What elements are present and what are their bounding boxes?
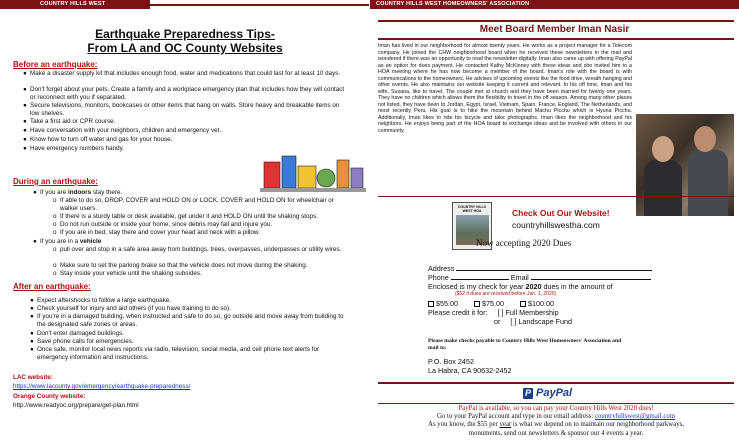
amount-55-checkbox[interactable] — [428, 301, 434, 307]
member-photo — [636, 114, 734, 216]
oc-label: Orange County website: — [13, 393, 86, 400]
after-item-5: ● Save phone calls for emergencies. — [30, 338, 134, 345]
paypal-line-3: As you know, the $55 per year is what we depend on to maintain our neighborhood parkways, — [428, 421, 684, 429]
header-bar: COUNTRY HILLS WEST HOMEOWNERS' ASSOCIATION — [370, 0, 739, 9]
paypal-logo: P PayPal — [524, 387, 573, 399]
before-item-2: ● Don't forget about your pets. Create a family and a workplace emergency plan that includes how they will contact or reconnect with you if separated. — [23, 86, 345, 101]
oc-link[interactable]: http://www.readyoc.org/prepare/get-plan.html — [13, 402, 139, 409]
email-field[interactable] — [531, 273, 651, 280]
address-field[interactable] — [456, 264, 652, 271]
after-item-3: ● If you're in a damaged building, when instructed and safe to do so, go outside and move away from building to the designated safe zones or areas. — [30, 313, 344, 328]
website-link[interactable]: countryhillswestha.com — [512, 220, 600, 230]
paypal-rule-top — [378, 382, 734, 384]
during-vehicle: ● If you are in a vehicle — [33, 238, 102, 245]
mailing-address — [428, 357, 512, 375]
after-item-4: ● Don't enter damaged buildings. — [30, 330, 124, 337]
before-item-5: ● Have conversation with your neighbors, children and emergency vet. — [23, 127, 222, 134]
phone-field[interactable] — [451, 273, 509, 280]
vehicle-sub-2: o Make sure to set the parking brake so that the vehicle does not move during the shaking. — [53, 262, 308, 269]
dues-form — [428, 264, 668, 326]
paypal-p-icon: P — [524, 388, 531, 398]
amount-100-label: $100.00 — [527, 299, 554, 308]
vehicle-sub-1: o pull over and stop in a safe area away from buildings, trees, overpasses, underpasses or utility wires. — [53, 246, 342, 253]
amount-100-checkbox[interactable] — [520, 301, 526, 307]
full-membership-option[interactable]: [ ] Full Membership — [497, 308, 559, 317]
indoors-sub-2: o If there is a sturdy table or desk available, get under it and HOLD ON until the shaking stops. — [53, 213, 318, 220]
before-item-1: ● Make a disaster supply kit that includes enough food, water and medications that could last for at least 10 days. — [23, 70, 341, 77]
paypal-rule-bottom — [378, 403, 734, 404]
header-rule — [150, 4, 369, 6]
header-bar: COUNTRY HILLS WEST HOMEOWNERS' ASSOCIATION — [0, 0, 150, 9]
newsletter-thumbnail: COUNTRY HILLS WEST HOA — [452, 202, 492, 250]
section-rule — [378, 196, 734, 197]
before-item-6: ● Know how to turn off water and gas for your house. — [23, 136, 173, 143]
before-item-3: ● Secure televisions, monitors, bookcases or other items that hang on walls. Store heavy and breakable items on low shelves. — [23, 102, 340, 117]
address-label: Address — [428, 264, 455, 273]
enclosed-line: Enclosed is my check for year 2020 dues in the amount of — [428, 282, 613, 291]
emergency-supplies-illustration — [260, 148, 366, 194]
earthquake-page — [0, 0, 369, 448]
checks-payable-note: Please make checks payable to Country Hills West Homeowners' Association and mail to: — [428, 338, 622, 351]
vehicle-sub-3: o Stay inside your vehicle until the shaking subsides. — [53, 270, 202, 277]
paypal-line-1: PayPal is available, so you can pay your Country Hills West 2020 dues! — [458, 405, 654, 412]
indoors-sub-4: o If you are in bed, stay there and cover your head and neck with a pillow. — [53, 229, 260, 236]
po-box: P.O. Box 2452 — [428, 357, 474, 366]
after-heading: After an earthquake: — [13, 282, 91, 291]
page-title: Earthquake Preparedness Tips- From LA and OC County Websites — [87, 27, 283, 55]
after-item-2: ● Check yourself for injury and aid others (if you have training to do so). — [30, 305, 231, 312]
lac-link[interactable]: https://www.lacounty.gov/emergency/earthquake-preparedness/ — [13, 383, 191, 390]
title-rule-top — [378, 20, 734, 22]
city-line: La Habra, CA 90632-2452 — [428, 366, 512, 375]
dues-title: Now accepting 2020 Dues — [476, 238, 572, 248]
before-item-7: ● Have emergency numbers handy. — [23, 145, 125, 152]
amount-75-checkbox[interactable] — [474, 301, 480, 307]
paypal-line-4: monuments, send out newsletters & sponsor our 4 events a year. — [468, 429, 644, 437]
during-indoors: ● If you are indoors stay there. — [33, 189, 123, 196]
landscape-fund-option[interactable]: [ ] Landscape Fund — [510, 317, 572, 326]
after-item-6: ● Once safe, monitor local news reports via radio, television, social media, and cell phone text alerts for emergency information and instructions. — [30, 346, 320, 361]
phone-label: Phone — [428, 273, 449, 282]
lac-label: LAC website: — [13, 374, 53, 381]
member-title: Meet Board Member Iman Nasir — [479, 24, 630, 35]
during-heading: During an earthquake: — [13, 177, 98, 186]
before-item-4: ● Take a first aid or CPR course. — [23, 118, 116, 125]
indoors-sub-1: o If able to do so, DROP, COVER and HOLD ON or LOCK, COVER and HOLD ON for wheelchair or walker users. — [53, 197, 334, 212]
credit-label: Please credit it for: — [428, 308, 488, 317]
title-rule-bottom — [378, 38, 734, 40]
check-website-heading: Check Out Our Website! — [512, 208, 610, 218]
after-item-1: ● Expect aftershocks to follow a large earthquake. — [30, 297, 172, 304]
amount-55-label: $55.00 — [436, 299, 458, 308]
paypal-info — [378, 405, 734, 438]
or-label: or — [494, 317, 501, 326]
late-note: ($52 if dues are received before Jan. 1, 2020) — [455, 291, 557, 297]
paypal-email-link[interactable]: countryhillswest@gmail.com — [594, 413, 676, 421]
amount-75-label: $75.00 — [481, 299, 504, 308]
before-heading: Before an earthquake: — [13, 60, 98, 69]
member-bio: Iman has lived in our neighborhood for almost twenty years. He works as a project manager for a Telecom company. He joined the CHW neighborhood board when he received these newsletters in the mail and wondered if there was an opportunity to read the newsletter digitally. Iman also came up with offering PayPal as an option for dues payment. He contacted Kathy McKinney with these ideas and she invited him to a HOA meeting where he has now become a member of the board. Iman's role with the board is with communications to the homeowners. He advises of upcoming events like the food drive, wreath hanging and other events. He also maintains our website keeping it current and relevant. In his off time, Iman and his wife, Susana, like to travel. The couple met at church and they have been married for twenty one years. They have no children which allows them the flexibility to travel in the off season. Among many other places not listed, they have been to Jordan, Egypt, Israel, Vietnam, Spain, France, England, The Netherlands, and most recently Peru. His goal is to hike the mountain behind Machu Picchu which is Hyuna Picchu. Additionally, Iman likes to ride his bicycle and take photographs. Iman likes the neighborhood and his neighbors. He enjoys being part of the HOA board to exchange ideas and be involved with others in our community. — [378, 43, 632, 134]
indoors-sub-3: o Do not run outside or inside your home, since debris may fall and injure you. — [53, 221, 273, 228]
paypal-line-2: Go to your PayPal account and type in our email address: countryhillswest@gmail.com — [436, 413, 676, 421]
email-label: Email — [510, 273, 529, 282]
